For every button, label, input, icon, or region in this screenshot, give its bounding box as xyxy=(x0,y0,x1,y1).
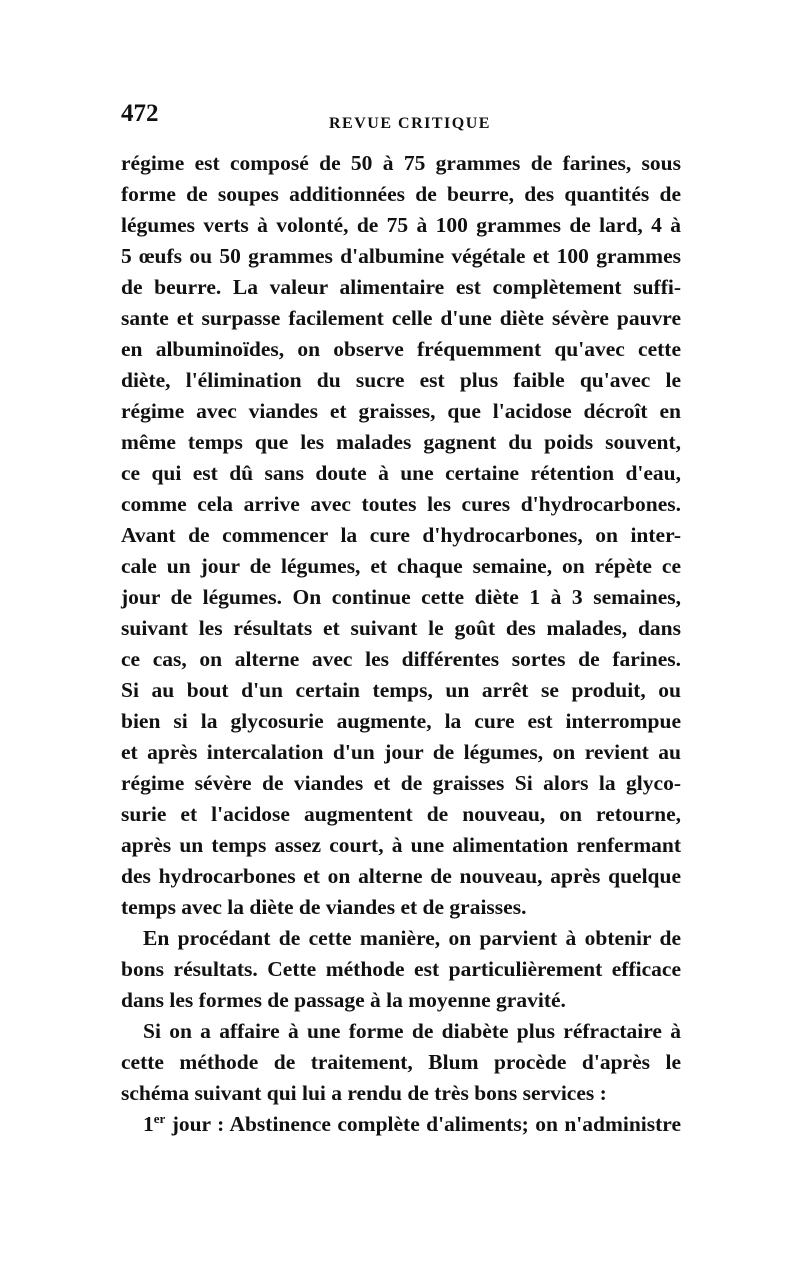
text-line: 5 œufs ou 50 grammes d'albumine végétale et 100 grammes xyxy=(121,244,681,268)
text-line: bons résultats. Cette méthode est particulièrement efficace xyxy=(121,957,681,981)
text-line xyxy=(121,1109,681,1140)
text-line: diète, l'élimination du sucre est plus faible qu'avec le xyxy=(121,368,681,392)
page-number: 472 xyxy=(121,100,159,127)
text-line: cale un jour de légumes, et chaque semaine, on répète ce xyxy=(121,554,681,578)
ordinal-number: 1 xyxy=(143,1112,154,1136)
ordinal-suffix: er xyxy=(153,1111,166,1126)
text-line: après un temps assez court, à une alimentation renfermant xyxy=(121,833,681,857)
text-line: sante et surpasse facilement celle d'une diète sévère pauvre xyxy=(121,306,681,330)
text-line: dans les formes de passage à la moyenne gravité. xyxy=(121,988,566,1012)
paragraph-list-item xyxy=(121,1109,681,1140)
text-line: temps avec la diète de viandes et de graisses. xyxy=(121,895,527,919)
text-line: même temps que les malades gagnent du poids souvent, xyxy=(121,430,681,454)
text-line: ce qui est dû sans doute à une certaine rétention d'eau, xyxy=(121,461,681,485)
text-line: légumes verts à volonté, de 75 à 100 grammes de lard, 4 à xyxy=(121,213,681,237)
text-line: comme cela arrive avec toutes les cures d'hydrocarbones. xyxy=(121,492,681,516)
text-line: des hydrocarbones et on alterne de nouveau, après quelque xyxy=(121,864,681,888)
page-header xyxy=(121,100,681,140)
text-line: schéma suivant qui lui a rendu de très bons services : xyxy=(121,1081,607,1105)
text-line: en albuminoïdes, on observe fréquemment qu'avec cette xyxy=(121,337,681,361)
paragraph-continued xyxy=(121,148,681,923)
running-head: REVUE CRITIQUE xyxy=(329,115,491,132)
text-line: forme de soupes additionnées de beurre, des quantités de xyxy=(121,182,681,206)
paragraph xyxy=(121,1016,681,1109)
text-line: régime avec viandes et graisses, que l'acidose décroît en xyxy=(121,399,681,423)
text-line: jour de légumes. On continue cette diète 1 à 3 semaines, xyxy=(121,585,681,609)
text-line: Avant de commencer la cure d'hydrocarbones, on inter- xyxy=(121,523,681,547)
text-line: cette méthode de traitement, Blum procède d'après le xyxy=(121,1050,681,1074)
text-line: ce cas, on alterne avec les différentes sortes de farines. xyxy=(121,647,681,671)
text-line: de beurre. La valeur alimentaire est complètement suffi- xyxy=(121,275,681,299)
text-line: bien si la glycosurie augmente, la cure est interrompue xyxy=(121,709,681,733)
text-line: surie et l'acidose augmentent de nouveau, on retourne, xyxy=(121,802,681,826)
text-line-content: jour : Abstinence complète d'aliments; on n'administre xyxy=(171,1112,681,1136)
text-line: En procédant de cette manière, on parvient à obtenir de xyxy=(143,926,681,950)
text-line: suivant les résultats et suivant le goût des malades, dans xyxy=(121,616,681,640)
paragraph xyxy=(121,923,681,1016)
text-line: Si on a affaire à une forme de diabète plus réfractaire à xyxy=(143,1019,681,1043)
text-line: Si au bout d'un certain temps, un arrêt se produit, ou xyxy=(121,678,681,702)
text-line: régime sévère de viandes et de graisses Si alors la glyco- xyxy=(121,771,681,795)
text-line: régime est composé de 50 à 75 grammes de farines, sous xyxy=(121,151,681,175)
body-text xyxy=(121,148,681,1140)
text-line: et après intercalation d'un jour de légumes, on revient au xyxy=(121,740,681,764)
